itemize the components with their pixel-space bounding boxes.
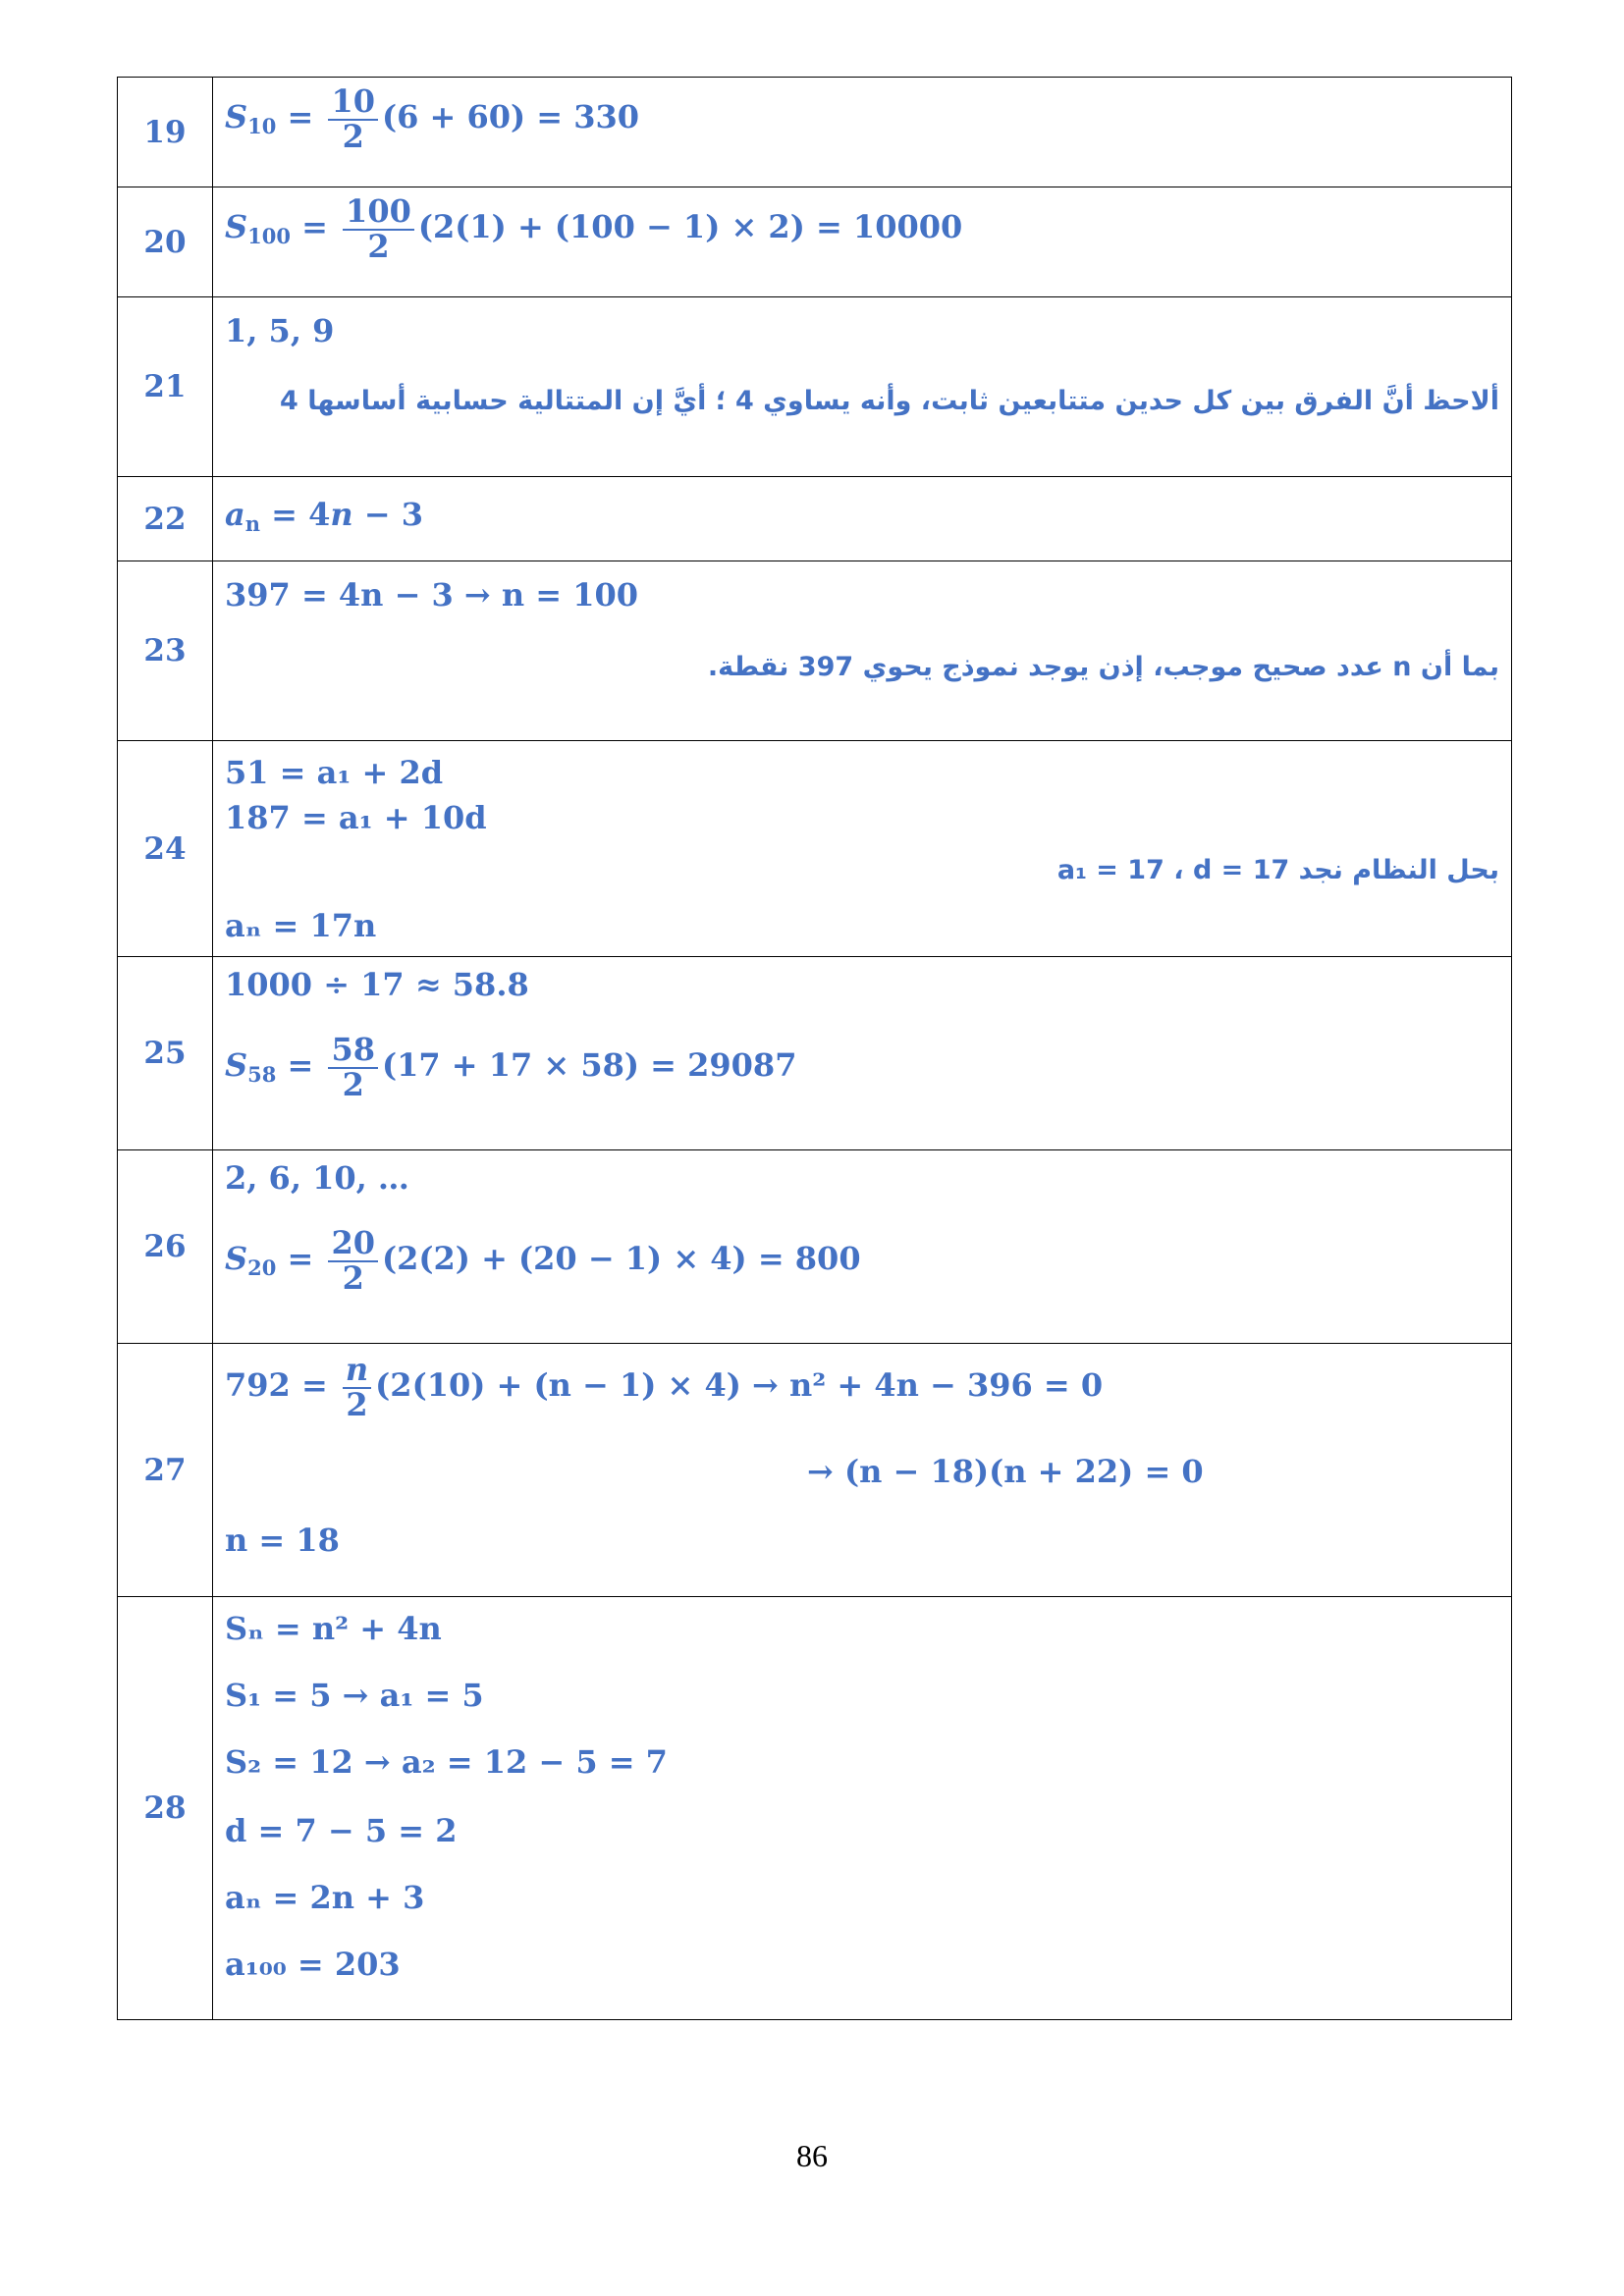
solution-cell <box>213 741 1512 957</box>
solution-cell <box>213 187 1512 297</box>
math-line: $S_{20}$ = $\frac{20}{2}$ (2(2) + (20 − 1) × 4) = 800 <box>225 1224 861 1297</box>
solution-cell <box>213 477 1512 561</box>
table-row <box>118 1150 1512 1344</box>
math-line: S₂ = 12 → a₂ = 12 − 5 = 7 <box>225 1743 668 1781</box>
math-line: aₙ = 17n <box>225 907 377 944</box>
arabic-explanation: بما أن n عدد صحيح موجب، إذن يوجد نموذج يحوي 397 نقطة. <box>707 652 1499 682</box>
math-line: d = 7 − 5 = 2 <box>225 1812 458 1849</box>
fraction: $\frac{100}{2}$ <box>343 195 414 263</box>
arabic-explanation: بحل النظام نجد a₁ = 17 ، d = 17 <box>1056 855 1499 885</box>
math-line: 2, 6, 10, … <box>225 1159 409 1197</box>
table-row <box>118 957 1512 1150</box>
arabic-explanation: ألاحظ أنَّ الفرق بين كل حدين متتابعين ثابت، وأنه يساوي 4 ؛ أيَّ إن المتتالية حسابية أساسها 4 <box>280 386 1499 416</box>
math-line: 1000 ÷ 17 ≈ 58.8 <box>225 966 529 1003</box>
math-line: 51 = a₁ + 2d <box>225 754 444 791</box>
solution-cell <box>213 1150 1512 1344</box>
row-number: 20 <box>118 187 213 297</box>
table-row <box>118 1344 1512 1597</box>
math-line: → (n − 18)(n + 22) = 0 <box>807 1453 1204 1490</box>
fraction: $\frac{20}{2}$ <box>328 1227 378 1295</box>
math-line: $S_{100}$ = $\frac{100}{2}$ (2(1) + (100 − 1) × 2) = 10000 <box>225 192 963 265</box>
table-row <box>118 741 1512 957</box>
math-line: $S_{58}$ = $\frac{58}{2}$ (17 + 17 × 58) = 29087 <box>225 1031 797 1103</box>
math-line: $a_n = 4n - 3$ <box>225 496 423 536</box>
math-line: a₁₀₀ = 203 <box>225 1946 401 1983</box>
row-number: 28 <box>118 1597 213 2020</box>
math-line: 397 = 4n − 3 → n = 100 <box>225 576 639 614</box>
page-number: 86 <box>796 2138 828 2173</box>
solution-cell <box>213 297 1512 477</box>
table-row <box>118 187 1512 297</box>
math-line: 792 = $\frac{n}{2}$ (2(10) + (n − 1) × 4) → n² + 4n − 396 = 0 <box>225 1351 1104 1423</box>
table-row <box>118 1597 1512 2020</box>
math-line: 187 = a₁ + 10d <box>225 799 487 836</box>
table-row <box>118 561 1512 741</box>
row-number: 26 <box>118 1150 213 1344</box>
row-number: 24 <box>118 741 213 957</box>
math-line: aₙ = 2n + 3 <box>225 1879 425 1916</box>
math-line: Sₙ = n² + 4n <box>225 1610 442 1647</box>
math-line: $S_{10}$ = $\frac{10}{2}$ (6 + 60) = 330 <box>225 82 640 155</box>
row-number: 22 <box>118 477 213 561</box>
row-number: 21 <box>118 297 213 477</box>
row-number: 19 <box>118 78 213 187</box>
math-line: n = 18 <box>225 1522 340 1559</box>
row-number: 25 <box>118 957 213 1150</box>
table-row <box>118 297 1512 477</box>
solutions-table <box>117 77 1512 2020</box>
math-line: 1, 5, 9 <box>225 312 335 349</box>
table-row <box>118 477 1512 561</box>
table-row <box>118 78 1512 187</box>
fraction: $\frac{n}{2}$ <box>343 1354 371 1421</box>
row-number: 23 <box>118 561 213 741</box>
solution-cell <box>213 957 1512 1150</box>
math-line: S₁ = 5 → a₁ = 5 <box>225 1677 484 1714</box>
fraction: $\frac{58}{2}$ <box>328 1034 378 1101</box>
solution-cell <box>213 1344 1512 1597</box>
row-number: 27 <box>118 1344 213 1597</box>
solution-cell <box>213 561 1512 741</box>
fraction: $\frac{10}{2}$ <box>328 85 378 153</box>
solution-cell <box>213 78 1512 187</box>
solution-cell <box>213 1597 1512 2020</box>
